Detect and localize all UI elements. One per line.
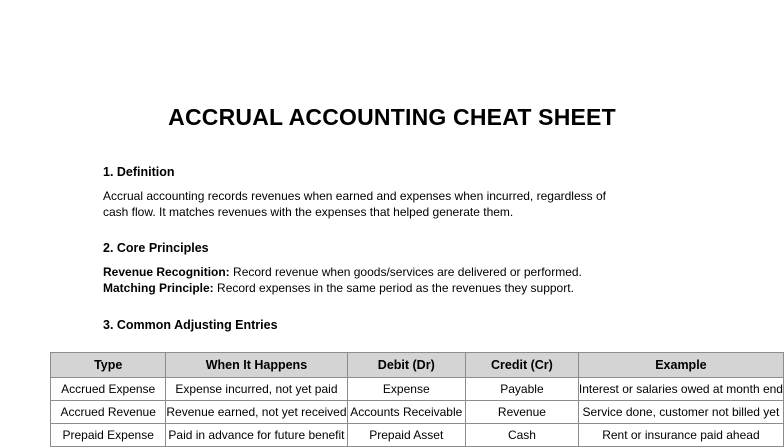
cell-credit: Revenue <box>466 401 579 424</box>
definition-line-1: Accrual accounting records revenues when earned and expenses when incurred, regardless of <box>103 189 606 203</box>
cell-type: Prepaid Expense <box>51 424 166 447</box>
adjusting-entries-table <box>50 352 784 447</box>
table-row <box>51 378 784 401</box>
cell-example: Interest or salaries owed at month end <box>578 378 783 401</box>
cell-example: Rent or insurance paid ahead <box>578 424 783 447</box>
definition-text <box>103 188 703 220</box>
cell-debit: Accounts Receivable <box>347 401 466 424</box>
cell-debit: Expense <box>347 378 466 401</box>
page-title: ACCRUAL ACCOUNTING CHEAT SHEET <box>168 104 616 130</box>
column-header-credit: Credit (Cr) <box>466 353 579 378</box>
cell-example: Service done, customer not billed yet <box>578 401 783 424</box>
cell-debit: Prepaid Asset <box>347 424 466 447</box>
section-heading-entries: 3. Common Adjusting Entries <box>103 318 278 332</box>
definition-line-2: cash flow. It matches revenues with the expenses that helped generate them. <box>103 205 514 219</box>
column-header-example: Example <box>578 353 783 378</box>
section-heading-principles: 2. Core Principles <box>103 241 209 255</box>
cell-credit: Cash <box>466 424 579 447</box>
principles-list <box>103 264 703 296</box>
cell-when: Revenue earned, not yet received <box>166 401 347 424</box>
column-header-debit: Debit (Dr) <box>347 353 466 378</box>
cell-type: Accrued Expense <box>51 378 166 401</box>
principle-label: Revenue Recognition: <box>103 265 230 279</box>
cell-credit: Payable <box>466 378 579 401</box>
table-row <box>51 424 784 447</box>
principle-text: Record revenue when goods/services are delivered or performed. <box>229 265 582 279</box>
principle-text: Record expenses in the same period as the revenues they support. <box>213 281 574 295</box>
column-header-type: Type <box>51 353 166 378</box>
cell-type: Accrued Revenue <box>51 401 166 424</box>
principle-label: Matching Principle: <box>103 281 214 295</box>
cell-when: Paid in advance for future benefit <box>166 424 347 447</box>
column-header-when: When It Happens <box>166 353 347 378</box>
principle-revenue-recognition <box>103 264 703 280</box>
table-row <box>51 401 784 424</box>
cell-when: Expense incurred, not yet paid <box>166 378 347 401</box>
principle-matching <box>103 280 703 296</box>
table-header-row <box>51 353 784 378</box>
section-heading-definition: 1. Definition <box>103 165 175 179</box>
